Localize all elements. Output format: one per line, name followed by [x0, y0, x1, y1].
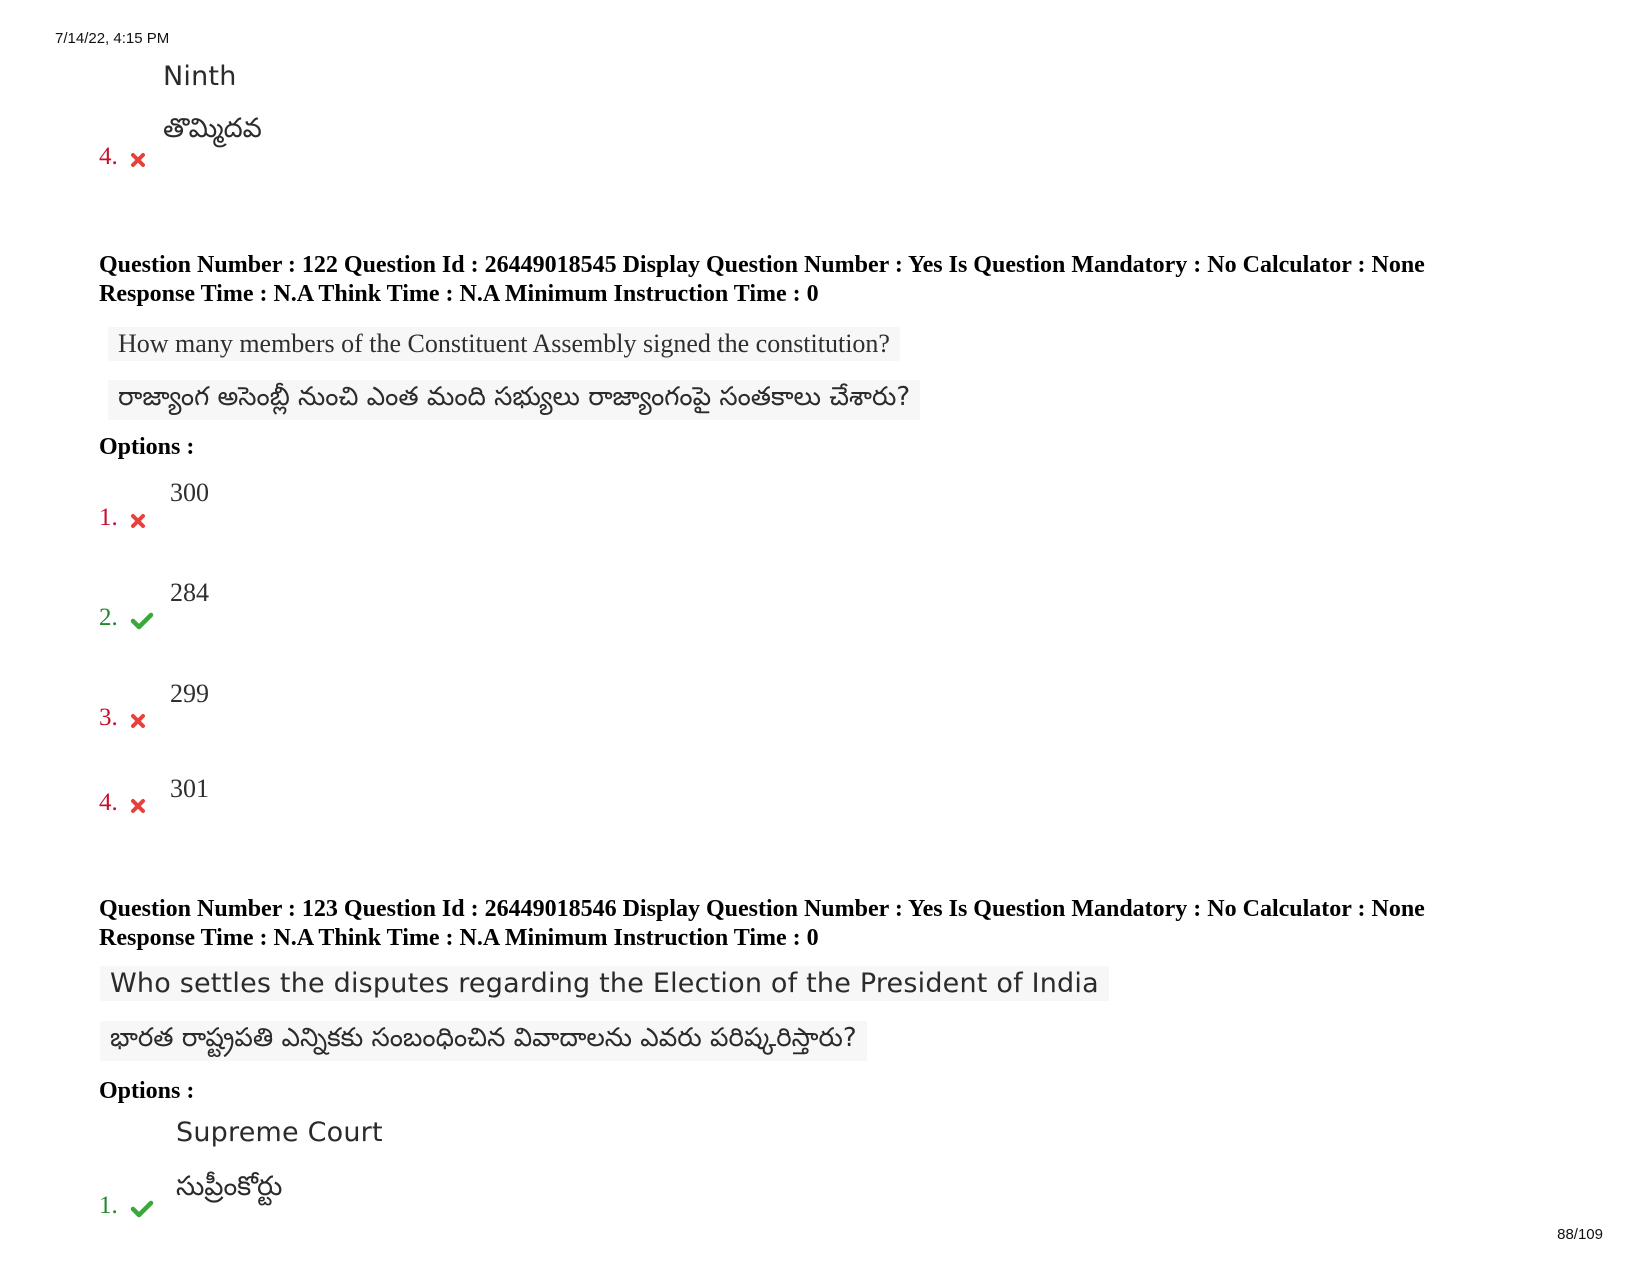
q122-option-2-marker [99, 604, 154, 632]
option-number: 1. [99, 1192, 118, 1219]
cross-icon [130, 152, 146, 168]
print-timestamp: 7/14/22, 4:15 PM [55, 30, 170, 47]
prev-option-4-marker [99, 143, 146, 171]
q122-option-3-marker [99, 704, 146, 732]
option-number: 4. [99, 789, 118, 816]
option-number: 1. [99, 504, 118, 531]
question-123-options-label: Options : [99, 1078, 195, 1104]
meta-line-2: Response Time : N.A Think Time : N.A Minimum Instruction Time : 0 [99, 281, 819, 307]
question-123-text-te: భారత రాష్ట్రపతి ఎన్నికకు సంబంధించిన వివాదాలను ఎవరు పరిష్కరిస్తారు? [100, 1021, 867, 1061]
prev-option-4-te: తొమ్మిదవ [163, 113, 262, 144]
question-123-text-en: Who settles the disputes regarding the Election of the President of India [100, 966, 1109, 1001]
option-number: 3. [99, 704, 118, 731]
q123-option-1-marker [99, 1192, 154, 1220]
question-122-text-en: How many members of the Constituent Assembly signed the constitution? [108, 327, 900, 361]
option-number: 4. [99, 143, 118, 170]
question-122-options-label: Options : [99, 434, 195, 460]
check-icon [130, 612, 154, 630]
question-123-meta [99, 895, 1425, 953]
q122-option-1-marker [99, 504, 146, 532]
q123-option-1-en: Supreme Court [176, 1117, 383, 1148]
meta-line-1: Question Number : 123 Question Id : 26449018546 Display Question Number : Yes Is Question Mandatory : No Calculator : None [99, 896, 1425, 922]
check-icon [130, 1200, 154, 1218]
cross-icon [130, 713, 146, 729]
q122-option-3-value: 299 [170, 679, 209, 708]
q123-option-1-te: సుప్రీంకోర్టు [176, 1171, 283, 1202]
q122-option-2-value: 284 [170, 578, 209, 607]
question-122-meta [99, 251, 1425, 309]
page-number: 88/109 [1557, 1226, 1603, 1243]
q122-option-1-value: 300 [170, 478, 209, 507]
q122-option-4-value: 301 [170, 774, 209, 803]
question-122-text-te: రాజ్యాంగ అసెంబ్లీ నుంచి ఎంత మంది సభ్యులు రాజ్యాంగంపై సంతకాలు చేశారు? [108, 380, 920, 420]
meta-line-1: Question Number : 122 Question Id : 26449018545 Display Question Number : Yes Is Question Mandatory : No Calculator : None [99, 252, 1425, 278]
cross-icon [130, 513, 146, 529]
prev-option-4-en: Ninth [163, 61, 237, 92]
meta-line-2: Response Time : N.A Think Time : N.A Minimum Instruction Time : 0 [99, 925, 819, 951]
cross-icon [130, 798, 146, 814]
q122-option-4-marker [99, 789, 146, 817]
option-number: 2. [99, 604, 118, 631]
